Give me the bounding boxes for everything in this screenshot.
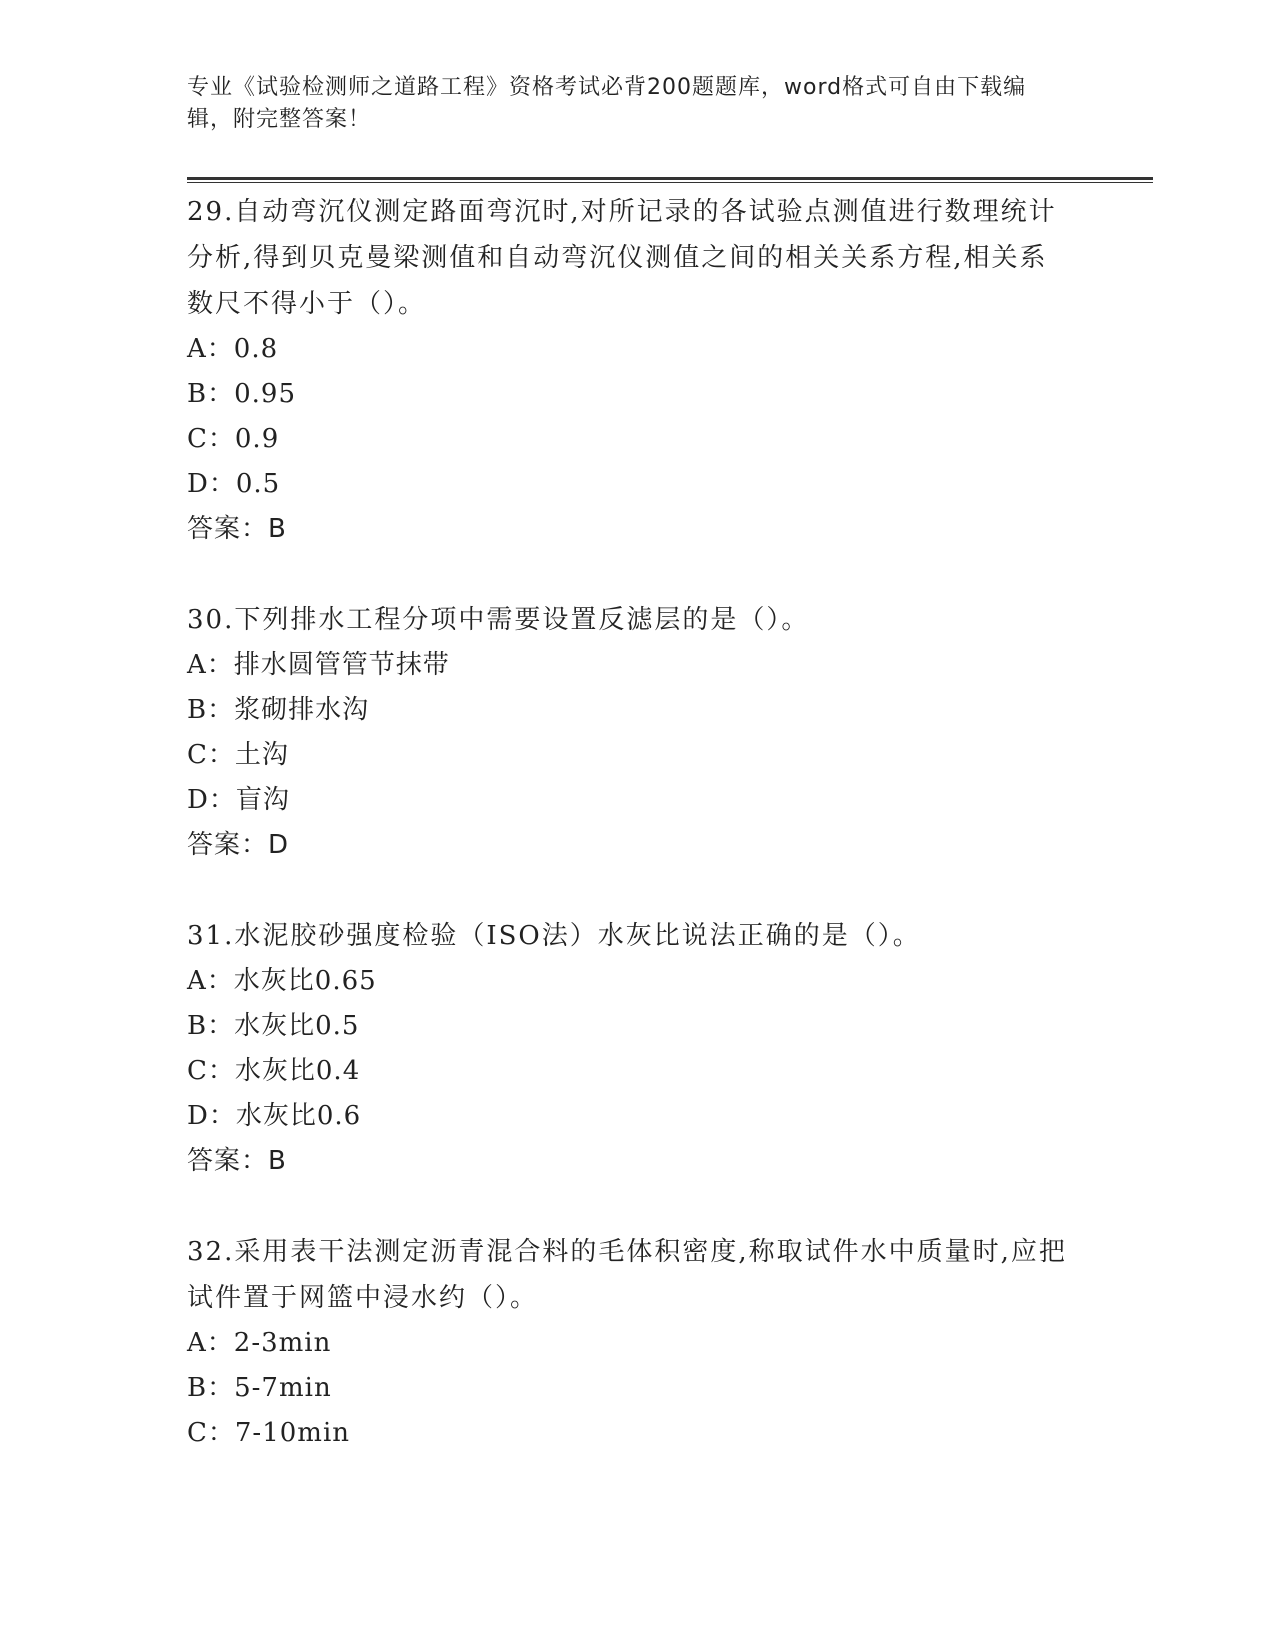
option-d: D：0.5 bbox=[187, 469, 281, 499]
option-b: B：水灰比0.5 bbox=[187, 1011, 360, 1041]
option-c: C：土沟 bbox=[187, 740, 289, 770]
answer: 答案：B bbox=[187, 1146, 287, 1176]
document-header: 专业《试验检测师之道路工程》资格考试必背200题题库，word格式可自由下载编辑，附完整答案！ bbox=[187, 75, 1027, 132]
question-32 bbox=[187, 1229, 1067, 1456]
header-divider-thick bbox=[187, 177, 1153, 180]
option-d: D：水灰比0.6 bbox=[187, 1101, 362, 1131]
option-b: B：5-7min bbox=[187, 1373, 332, 1403]
option-a: A：水灰比0.65 bbox=[187, 966, 377, 996]
question-31 bbox=[187, 913, 1067, 1184]
option-a: A：排水圆管管节抹带 bbox=[187, 650, 450, 680]
question-30 bbox=[187, 597, 1067, 868]
answer: 答案：B bbox=[187, 514, 287, 544]
option-b: B：浆砌排水沟 bbox=[187, 695, 370, 725]
answer: 答案：D bbox=[187, 830, 290, 860]
question-text: 31.水泥胶砂强度检验（ISO法）水灰比说法正确的是（）。 bbox=[187, 921, 921, 951]
question-29 bbox=[187, 189, 1067, 552]
option-c: C：7-10min bbox=[187, 1418, 351, 1448]
option-d: D：盲沟 bbox=[187, 785, 290, 815]
header-divider-thin bbox=[187, 182, 1153, 183]
question-list bbox=[187, 189, 1067, 1501]
option-c: C：0.9 bbox=[187, 424, 280, 454]
option-a: A：2-3min bbox=[187, 1328, 332, 1358]
question-text: 29.自动弯沉仪测定路面弯沉时,对所记录的各试验点测值进行数理统计分析,得到贝克曼梁测值和自动弯沉仪测值之间的相关关系方程,相关系数尺不得小于（）。 bbox=[187, 197, 1057, 319]
question-text: 32.采用表干法测定沥青混合料的毛体积密度,称取试件水中质量时,应把试件置于网篮中浸水约（）。 bbox=[187, 1237, 1067, 1313]
question-text: 30.下列排水工程分项中需要设置反滤层的是（）。 bbox=[187, 605, 810, 635]
option-a: A：0.8 bbox=[187, 334, 279, 364]
option-c: C：水灰比0.4 bbox=[187, 1056, 361, 1086]
option-b: B：0.95 bbox=[187, 379, 296, 409]
